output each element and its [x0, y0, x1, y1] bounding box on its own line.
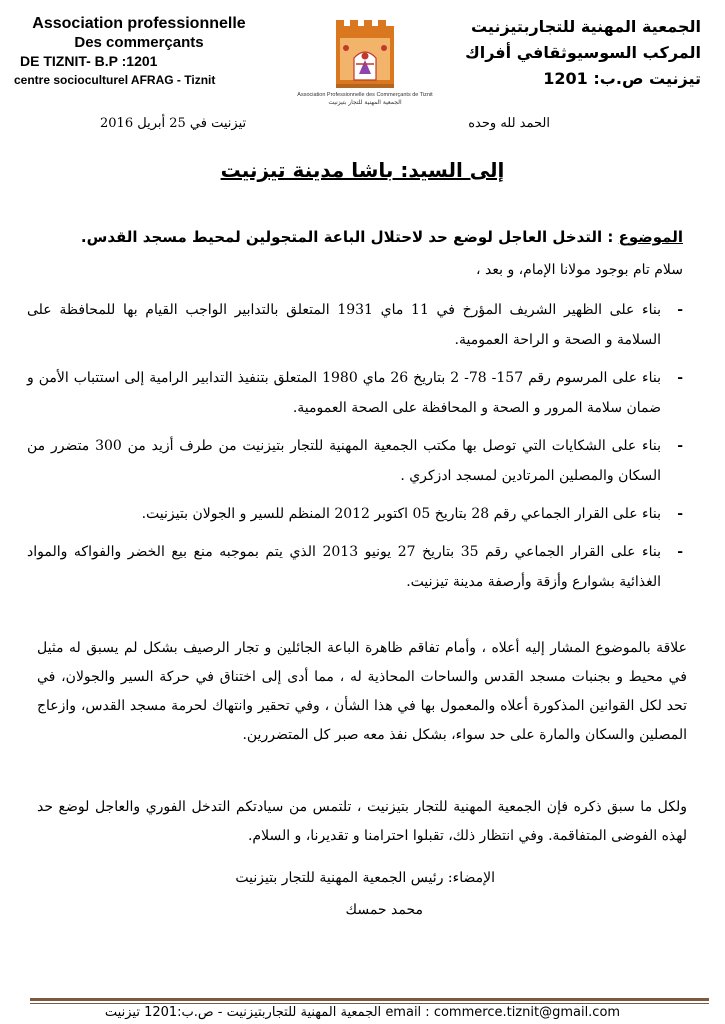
footer-email-label: email	[385, 1005, 422, 1020]
subject-text: : التدخل العاجل لوضع حد لاحتلال الباعة المتجولين لمحيط مسجد القدس.	[80, 228, 614, 246]
fortress-logo-icon	[330, 12, 400, 92]
header-left	[14, 14, 264, 90]
logo-caption-ar: الجمعية المهنية للتجار بتيزنيت	[328, 99, 402, 106]
footer-rule-thin	[30, 1003, 709, 1004]
greeting: الحمد لله وحده	[468, 116, 550, 131]
org-postal-ar: تيزنيت ص.ب: 1201	[543, 69, 701, 88]
subject-line	[23, 228, 683, 246]
org-name-fr-line1: Association professionnelle	[32, 15, 246, 32]
org-name-fr-line2: Des commerçants	[74, 34, 204, 51]
org-postal-fr: DE TIZNIT- B.P :1201	[20, 53, 158, 69]
org-name-ar: الجمعية المهنية للتجاربتيزنيت	[470, 17, 701, 36]
list-item: - بناء على المرسوم رقم 157- 78- 2 بتاريخ 26 ماي 1980 المتعلق بتنفيذ التدابير الرامية إلى استتباب الأمن و ضمان سلامة المرور و الصحة و المحافظة على الصحة العمومية.	[27, 363, 687, 423]
signature-name: محمد حمسك	[345, 902, 423, 918]
list-item: - بناء على الشكايات التي توصل بها مكتب الجمعية المهنية للتجار بتيزنيت من طرف أزيد من 300 متضرر من السكان والمصلين المرتادين لمسجد ادزكري .	[27, 431, 687, 491]
org-center-fr: centre socioculturel AFRAG - Tiznit	[14, 73, 216, 87]
list-item: - بناء على القرار الجماعي رقم 28 بتاريخ 05 اكتوبر 2012 المنظم للسير و الجولان بتيزنيت.	[27, 499, 687, 529]
footer-email: commerce.tiznit@gmail.com	[433, 1005, 621, 1020]
list-item: - بناء على الظهير الشريف المؤرخ في 11 ماي 1931 المتعلق بالتدابير الواجب القيام بها للمحافظة على السلامة و الصحة و الراحة العمومية.	[27, 295, 687, 355]
logo-caption-fr: Association Professionnelle des Commerçants de Tiznit	[297, 92, 433, 98]
subject-label: الموضوع	[618, 228, 683, 246]
header-right	[461, 14, 701, 92]
org-center-ar: المركب السوسيوثقافي أفراك	[465, 43, 701, 62]
salutation: سلام تام بوجود مولانا الإمام، و بعد ،	[476, 262, 683, 278]
references-list	[27, 295, 687, 605]
addressee-line	[0, 158, 725, 182]
list-item: - بناء على القرار الجماعي رقم 35 بتاريخ 27 يونيو 2013 الذي يتم بموجبه منع بيع الخضر والفواكه والمواد الغذائية بشوارع وأزقة وأرصفة مدينة تيزنيت.	[27, 537, 687, 597]
footer: الجمعية المهنية للتجاربتيزنيت - ص.ب:1201 تيزنيت email : commerce.tiznit@gmail.com	[104, 1005, 621, 1020]
letter-date: تيزنيت في 25 أبريل 2016	[100, 116, 247, 131]
footer-address: الجمعية المهنية للتجاربتيزنيت - ص.ب:1201 تيزنيت	[104, 1005, 382, 1020]
addressee: إلى السيد: باشا مدينة تيزنيت	[220, 158, 505, 182]
association-logo	[290, 12, 440, 120]
footer-rule-thick	[30, 998, 709, 1001]
signature-title: الإمضاء: رئيس الجمعية المهنية للتجار بتيزنيت	[235, 870, 495, 886]
body-paragraph-2: ولكل ما سبق ذكره فإن الجمعية المهنية للتجار بتيزنيت ، تلتمس من سيادتكم التدخل الفوري والعاجل لوضع حد لهذه الفوضى المتفاقمة. وفي انتظار ذلك، تقبلوا احترامنا و تقديرنا، و السلام.	[37, 799, 687, 844]
body-paragraph-1: علاقة بالموضوع المشار إليه أعلاه ، وأمام تفاقم ظاهرة الباعة الجائلين و تجار الرصيف بشكل لم يسبق له مثيل في محيط و بجنبات مسجد القدس والساحات المحاذية له ، مما أدى إلى اختناق في حركة السير والجولان، في تحد لكل القوانين المذكورة أعلاه والمعمول بها في هذا الشأن ، وفي تحقير وانتهاك لحرمة مسجد القدس، وازعاج المصلين والسكان والمارة على حد سواء، بشكل نفذ معه صبر كل المتضررين.	[37, 640, 687, 743]
